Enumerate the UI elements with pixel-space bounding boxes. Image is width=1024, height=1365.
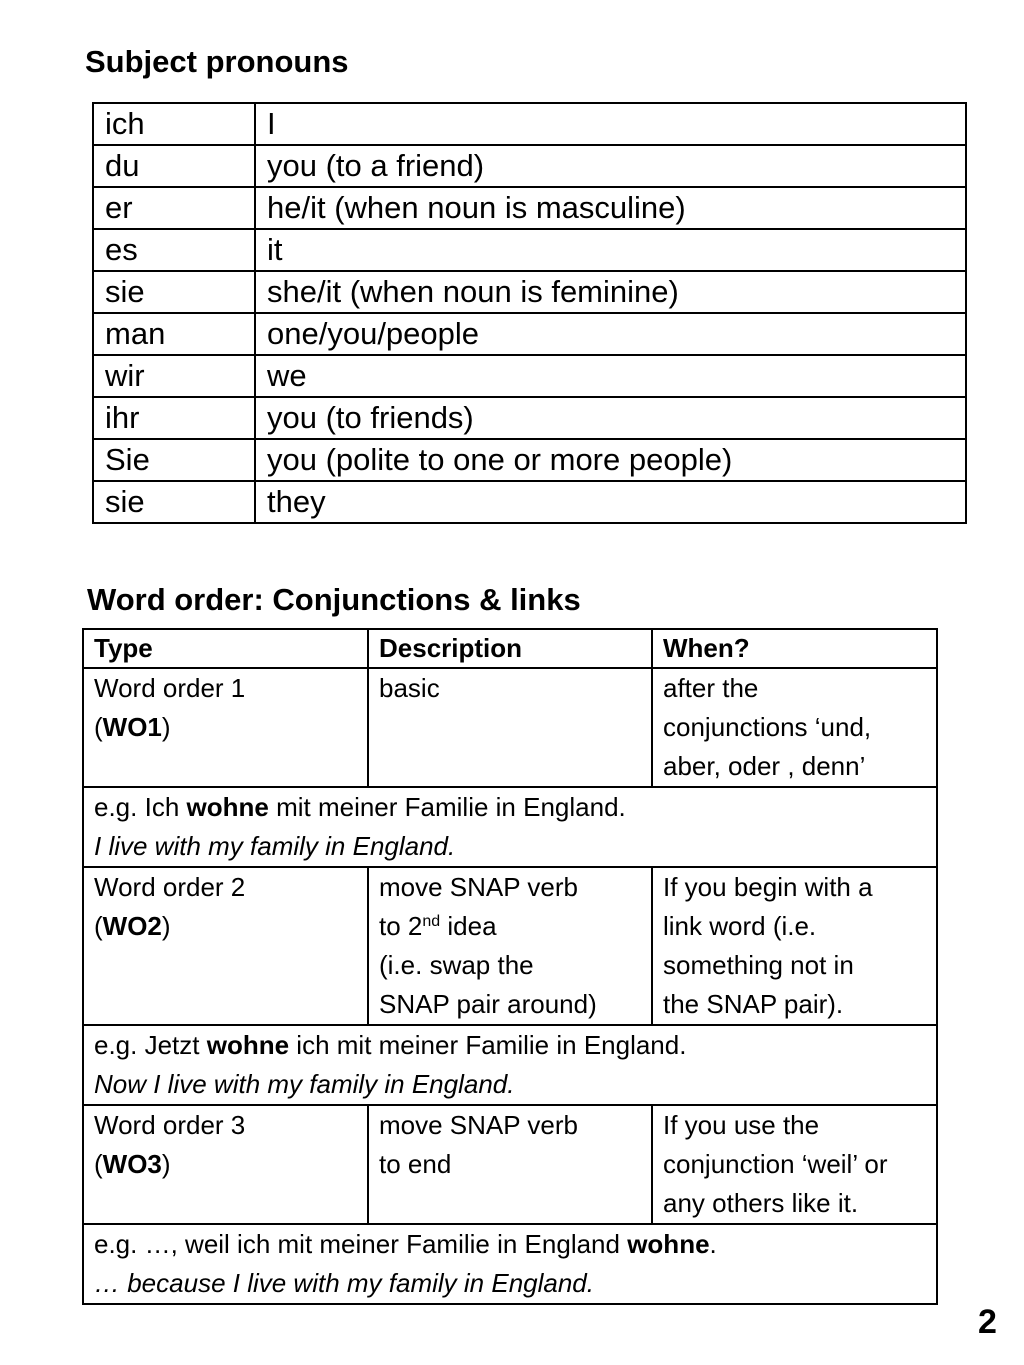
subject-pronouns-heading: Subject pronouns (85, 44, 349, 79)
wo2-example-translation: Now I live with my family in England. (94, 1069, 515, 1099)
pronoun-english: we (255, 355, 966, 397)
wo2-desc-line: (i.e. swap the (379, 950, 534, 980)
header-description: Description (368, 629, 652, 668)
pronoun-row (93, 271, 966, 313)
wo1-when-line: conjunctions ‘und, (663, 712, 872, 742)
wo2-when-line: link word (i.e. (663, 911, 817, 941)
wo3-description (368, 1105, 652, 1224)
wo1-example-pre: e.g. Ich (94, 792, 187, 822)
wo2-example (83, 1025, 937, 1105)
wo2-example-verb: wohne (206, 1030, 290, 1060)
wo3-when-line: If you use the (663, 1110, 820, 1140)
wo1-when-line: after the (663, 673, 759, 703)
wo2-desc-sup: nd (422, 913, 441, 930)
pronoun-german: man (93, 313, 255, 355)
wo2-paren-close: ) (161, 911, 171, 941)
wo3-paren-open: ( (94, 1149, 103, 1179)
wo2-type-label: Word order 2 (94, 872, 246, 902)
wo3-example-translation: … because I live with my family in England. (94, 1268, 594, 1298)
pronoun-german: ich (93, 103, 255, 145)
wo1-type-label: Word order 1 (94, 673, 246, 703)
wo1-paren-open: ( (94, 712, 103, 742)
pronoun-row (93, 313, 966, 355)
wo3-code: WO3 (102, 1149, 162, 1179)
wo1-example-row (83, 787, 937, 867)
pronoun-english: I (255, 103, 966, 145)
pronoun-row (93, 439, 966, 481)
wo1-example-german (94, 788, 936, 827)
wo2-row (83, 867, 937, 1025)
pronoun-row (93, 481, 966, 523)
pronoun-row (93, 145, 966, 187)
wo3-when-line: any others like it. (663, 1188, 859, 1218)
pronoun-german: er (93, 187, 255, 229)
wo1-desc-text: basic (379, 673, 440, 703)
pronoun-english: he/it (when noun is masculine) (255, 187, 966, 229)
pronoun-german: sie (93, 271, 255, 313)
pronoun-german: ihr (93, 397, 255, 439)
wo2-desc-post: idea (440, 911, 497, 941)
wo3-type-label: Word order 3 (94, 1110, 246, 1140)
wo2-desc-line (379, 907, 651, 946)
pronoun-english: you (to a friend) (255, 145, 966, 187)
wo2-example-pre: e.g. Jetzt (94, 1030, 207, 1060)
wo1-paren-close: ) (161, 712, 171, 742)
wo3-example-post: . (709, 1229, 717, 1259)
wo1-type-code-line (94, 708, 367, 747)
wo1-type (83, 668, 368, 787)
wo2-type (83, 867, 368, 1025)
wo3-when (652, 1105, 937, 1224)
wo2-desc-pre: to 2 (379, 911, 423, 941)
wo1-example-translation: I live with my family in England. (94, 831, 456, 861)
wo2-when-line: the SNAP pair). (663, 989, 844, 1019)
word-order-heading: Word order: Conjunctions & links (87, 582, 581, 617)
wo3-desc-line: to end (379, 1149, 452, 1179)
word-order-table (82, 628, 938, 1305)
pronoun-table-body (93, 103, 966, 523)
wo3-example-row (83, 1224, 937, 1304)
wo3-paren-close: ) (161, 1149, 171, 1179)
pronoun-english: it (255, 229, 966, 271)
wo1-example-verb: wohne (186, 792, 269, 822)
wo2-type-code-line (94, 907, 367, 946)
wo2-example-post: ich mit meiner Familie in England. (289, 1030, 687, 1060)
pronoun-german: sie (93, 481, 255, 523)
wo2-code: WO2 (102, 911, 162, 941)
wo3-desc-line: move SNAP verb (379, 1110, 578, 1140)
wo1-when-line: aber, oder , denn’ (663, 751, 866, 781)
pronoun-english: they (255, 481, 966, 523)
wo1-example-post: mit meiner Familie in England. (268, 792, 626, 822)
wo2-paren-open: ( (94, 911, 103, 941)
wo2-desc-line: move SNAP verb (379, 872, 578, 902)
wo2-when (652, 867, 937, 1025)
wo3-example-verb: wohne (627, 1229, 710, 1259)
wo1-description (368, 668, 652, 787)
pronoun-english: you (to friends) (255, 397, 966, 439)
word-order-header-row (83, 629, 937, 668)
header-type: Type (83, 629, 368, 668)
pronoun-row (93, 187, 966, 229)
pronoun-row (93, 397, 966, 439)
wo2-desc-line: SNAP pair around) (379, 989, 597, 1019)
wo2-example-row (83, 1025, 937, 1105)
page-number: 2 (978, 1303, 997, 1341)
wo1-when (652, 668, 937, 787)
pronoun-english: you (polite to one or more people) (255, 439, 966, 481)
pronoun-row (93, 103, 966, 145)
header-when: When? (652, 629, 937, 668)
wo3-row (83, 1105, 937, 1224)
wo3-example (83, 1224, 937, 1304)
pronoun-german: wir (93, 355, 255, 397)
wo2-when-line: something not in (663, 950, 854, 980)
wo2-when-line: If you begin with a (663, 872, 873, 902)
wo2-description (368, 867, 652, 1025)
wo1-row (83, 668, 937, 787)
wo3-type-code-line (94, 1145, 367, 1184)
pronoun-german: Sie (93, 439, 255, 481)
pronoun-row (93, 229, 966, 271)
pronoun-german: du (93, 145, 255, 187)
pronoun-german: es (93, 229, 255, 271)
wo1-example (83, 787, 937, 867)
wo1-code: WO1 (102, 712, 162, 742)
pronoun-row (93, 355, 966, 397)
wo3-example-pre: e.g. …, weil ich mit meiner Familie in England (94, 1229, 628, 1259)
pronoun-table (92, 102, 967, 524)
pronoun-english: she/it (when noun is feminine) (255, 271, 966, 313)
wo3-example-german (94, 1225, 936, 1264)
wo3-type (83, 1105, 368, 1224)
wo2-example-german (94, 1026, 936, 1065)
pronoun-english: one/you/people (255, 313, 966, 355)
wo3-when-line: conjunction ‘weil’ or (663, 1149, 888, 1179)
